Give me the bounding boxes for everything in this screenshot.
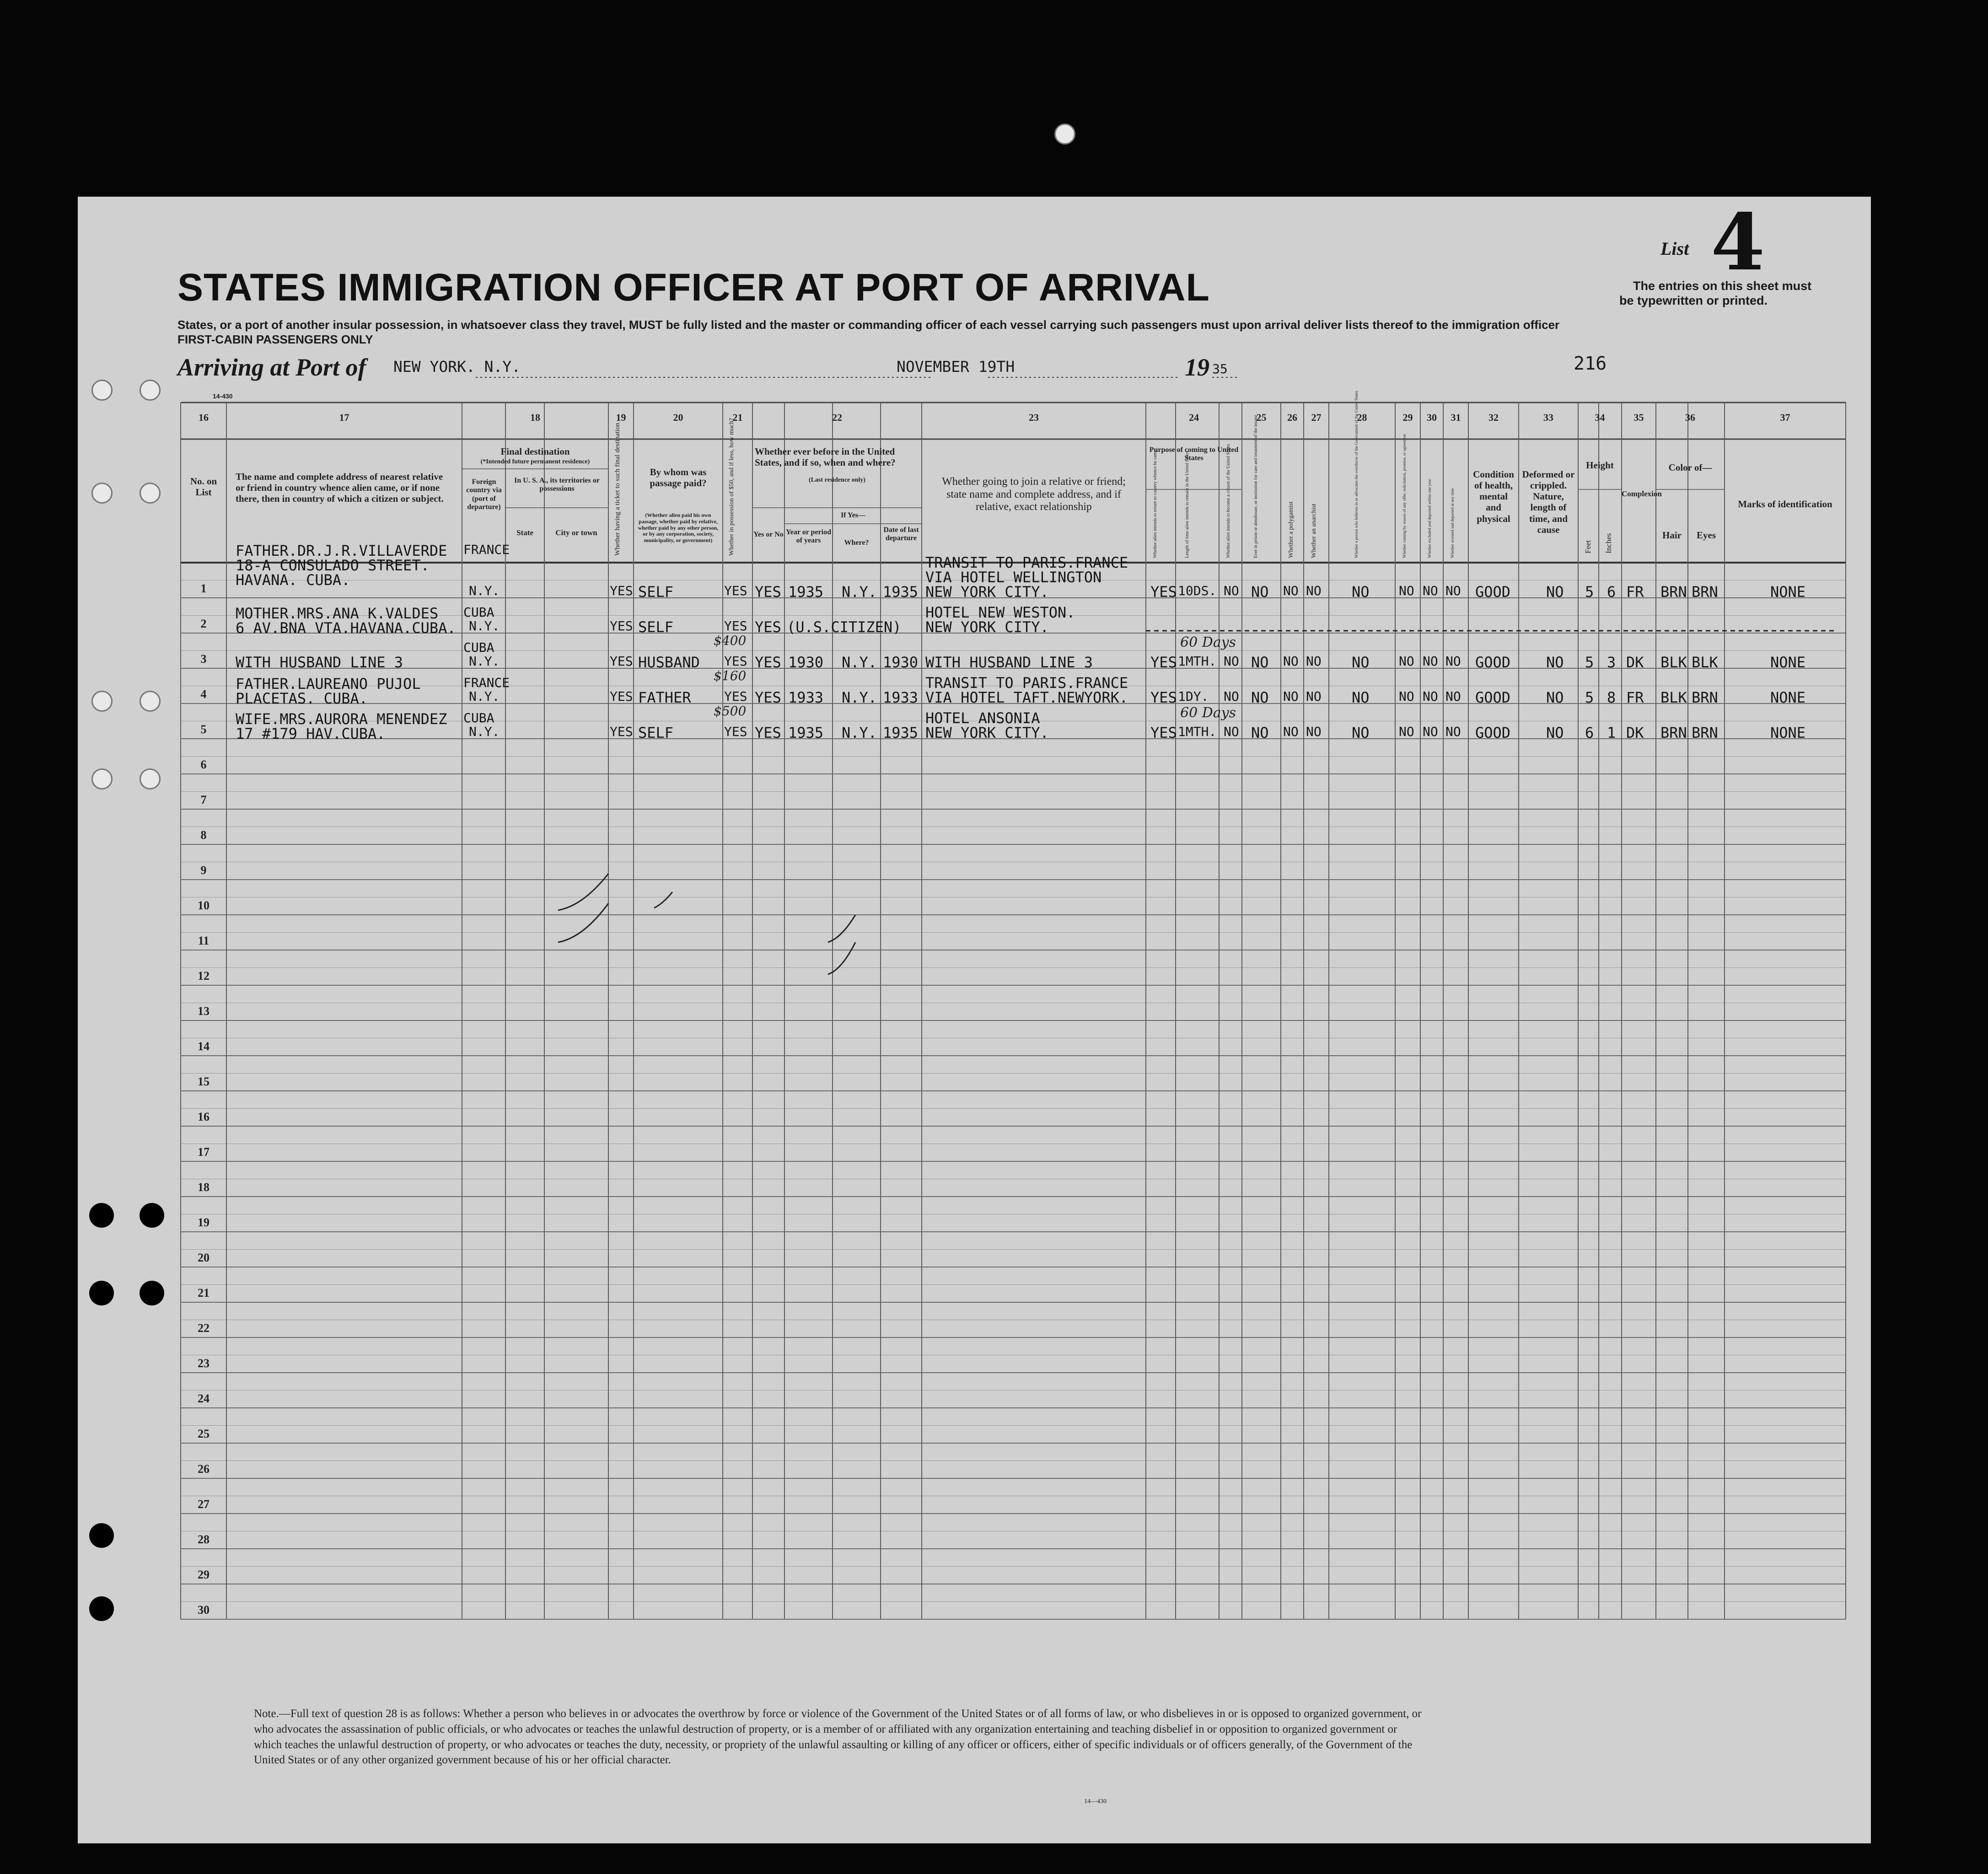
money-cell: YES — [724, 724, 747, 739]
feet-cell: 5 — [1585, 654, 1594, 671]
header-q28: Whether a person who believes in or advocates the overthrow of the Government of the United States — [1354, 391, 1359, 558]
punch-hole — [89, 1281, 114, 1305]
before-cell: YES — [755, 689, 781, 706]
row-number: 3 — [200, 652, 207, 666]
header-color: Color of— — [1668, 462, 1712, 473]
prison-cell: NO — [1251, 654, 1269, 671]
row-number: 11 — [198, 934, 210, 947]
row-number: 25 — [198, 1427, 210, 1440]
inches-cell: 1 — [1607, 724, 1616, 741]
joining-line: VIA HOTEL WELLINGTON — [925, 569, 1102, 586]
row-number: 6 — [200, 758, 207, 771]
offer-cell: NO — [1399, 724, 1414, 739]
money-cell: YES — [724, 689, 747, 704]
port-value: NEW YORK. N.Y. — [393, 358, 521, 376]
deported-cell: NO — [1445, 689, 1461, 704]
money-handwritten-note: $160 — [714, 668, 747, 683]
header-before-in-us: Whether ever before in the United States, and if so, when and where? — [755, 446, 896, 468]
length-cell: 1MTH. — [1178, 654, 1217, 669]
header-state: State — [516, 528, 533, 537]
handwritten-check-mark — [654, 892, 672, 908]
row-number: 23 — [198, 1357, 210, 1370]
form-grid — [78, 197, 1871, 1843]
row-number: 16 — [198, 1110, 210, 1123]
feet-cell: 6 — [1585, 724, 1594, 741]
header-yes-no: Yes or No — [753, 531, 784, 538]
foreign-country-cell: FRANCE — [463, 675, 510, 690]
row-number: 10 — [198, 899, 210, 912]
deported-cell: NO — [1445, 724, 1461, 739]
feet-cell: 5 — [1585, 583, 1594, 601]
feet-cell: 5 — [1585, 689, 1594, 706]
year-cell: 1935 — [788, 724, 824, 741]
year-cell: 1930 — [788, 654, 824, 671]
excluded-cell: NO — [1423, 654, 1438, 669]
departure-cell: 1930 — [883, 654, 919, 671]
row-number: 27 — [198, 1498, 210, 1511]
state-cell: N.Y. — [469, 689, 500, 704]
header-offer: Whether coming by reason of any offer, solicitation, promise, or agreement — [1402, 434, 1407, 558]
anarchist-cell: NO — [1306, 689, 1322, 704]
year-cell: 1933 — [788, 689, 824, 706]
q28-cell: NO — [1352, 724, 1370, 741]
polygamist-cell: NO — [1283, 654, 1299, 669]
punch-hole — [91, 691, 113, 712]
column-number: 33 — [1543, 412, 1553, 423]
column-number: 23 — [1029, 412, 1039, 423]
polygamist-cell: NO — [1283, 689, 1299, 704]
column-number: 22 — [832, 412, 842, 423]
punch-hole — [91, 380, 113, 401]
excluded-cell: NO — [1423, 689, 1438, 704]
deformed-cell: NO — [1546, 724, 1564, 741]
column-number: 31 — [1451, 412, 1461, 423]
relative-address-line: MOTHER.MRS.ANA K.VALDES — [236, 605, 439, 622]
departure-cell: 1933 — [883, 689, 919, 706]
polygamist-cell: NO — [1283, 583, 1299, 598]
header-passage-paid: By whom was passage paid? — [650, 467, 707, 489]
header-city: City or town — [555, 528, 597, 537]
return-cell: YES — [1150, 724, 1177, 741]
polygamist-cell: NO — [1283, 724, 1299, 739]
header-excluded: Whether excluded and deported within one year — [1427, 479, 1432, 558]
header-eyes: Eyes — [1697, 530, 1716, 541]
state-cell: N.Y. — [469, 618, 500, 634]
header-deported: Whether arrested and deported at any time — [1450, 488, 1455, 558]
column-number: 35 — [1633, 412, 1644, 423]
return-cell: YES — [1150, 583, 1177, 601]
row-number: 20 — [198, 1251, 210, 1264]
q28-cell: NO — [1352, 654, 1370, 671]
row-number: 7 — [200, 793, 207, 806]
date-value: NOVEMBER 19TH — [897, 358, 1015, 376]
prison-cell: NO — [1251, 724, 1269, 741]
joining-line: TRANSIT TO PARIS.FRANCE — [925, 554, 1128, 571]
inches-cell: 6 — [1607, 583, 1616, 601]
row-number: 29 — [198, 1568, 210, 1581]
header-if-yes: If Yes— — [840, 511, 866, 519]
header-prison: Ever in prison or almshouse, or institution for care and treatment of the insane — [1253, 415, 1258, 558]
length-handwritten-note: 60 Days — [1180, 705, 1236, 721]
paid-by-cell: SELF — [638, 724, 674, 741]
relative-address-line: FATHER.DR.J.R.VILLAVERDE — [236, 542, 447, 559]
header-deformed: Deformed or crippled. Nature, length of time, and cause — [1522, 469, 1575, 535]
inches-cell: 8 — [1607, 689, 1616, 706]
ticket-cell: YES — [610, 689, 633, 704]
manifest-sheet — [78, 197, 1871, 1843]
header-polygamist: Whether a polygamist — [1288, 501, 1295, 558]
excluded-cell: NO — [1423, 724, 1438, 739]
relative-address-line: PLACETAS. CUBA. — [236, 690, 368, 707]
row-number: 13 — [198, 1004, 210, 1018]
relative-address-line: WITH HUSBAND LINE 3 — [236, 654, 403, 671]
paid-by-cell: SELF — [638, 618, 674, 636]
header-joining: Whether going to join a relative or friend; state name and complete address, and if relative, exact relationship — [942, 476, 1126, 513]
deformed-cell: NO — [1546, 654, 1564, 671]
row-number: 5 — [200, 723, 207, 736]
year-prefix: 19 — [1185, 354, 1209, 381]
header-list-number: No. on List — [190, 476, 217, 498]
row-number: 18 — [198, 1181, 210, 1194]
money-handwritten-note: $400 — [714, 633, 747, 648]
return-cell: YES — [1150, 689, 1177, 706]
relative-address-line: WIFE.MRS.AURORA MENENDEZ — [236, 710, 447, 728]
eyes-cell: BRN — [1692, 689, 1718, 706]
before-cell: YES — [755, 618, 781, 636]
row-number: 19 — [198, 1216, 210, 1229]
column-number: 27 — [1311, 412, 1322, 423]
health-cell: GOOD — [1475, 583, 1511, 601]
handwritten-check-mark — [558, 903, 608, 942]
header-last-departure: Date of last departure — [883, 526, 919, 542]
header-usa: In U. S. A., its territories or possessions — [514, 477, 600, 493]
punch-hole — [140, 380, 161, 401]
departure-cell: 1935 — [883, 583, 919, 601]
header-before-sub: (Last residence only) — [808, 477, 866, 483]
header-foreign-country: Foreign country via (port of departure) — [466, 478, 502, 511]
ticket-cell: YES — [610, 583, 633, 598]
column-number: 25 — [1256, 412, 1267, 423]
relative-address-line: 18-A CONSULADO STREET. — [236, 557, 430, 574]
punch-hole — [140, 691, 161, 712]
list-note-1: The entries on this sheet must — [1633, 279, 1812, 293]
arriving-label: Arriving at Port of — [177, 354, 366, 381]
anarchist-cell: NO — [1306, 583, 1322, 598]
relative-address-line: 17 #179 HAV.CUBA. — [236, 725, 386, 742]
prison-cell: NO — [1251, 689, 1269, 706]
column-number: 28 — [1357, 412, 1367, 423]
marks-cell: NONE — [1770, 724, 1806, 741]
punch-hole — [140, 768, 161, 789]
punch-hole — [89, 1203, 114, 1228]
list-number: 4 — [1711, 197, 1765, 288]
header-complexion: Complexion — [1622, 489, 1662, 498]
citizen-cell: NO — [1224, 654, 1239, 669]
column-number: 16 — [199, 412, 209, 423]
before-cell: YES — [755, 724, 781, 741]
joining-line: NEW YORK CITY. — [925, 583, 1049, 601]
header-marks: Marks of identification — [1738, 499, 1832, 510]
hair-cell: BRN — [1660, 583, 1687, 601]
length-cell: 1DY. — [1178, 689, 1209, 704]
prison-cell: NO — [1251, 583, 1269, 601]
row-number: 15 — [198, 1075, 210, 1088]
departure-cell: 1935 — [883, 724, 919, 741]
header-ticket: Whether having a ticket to such final destination — [614, 422, 621, 556]
column-number: 34 — [1595, 412, 1605, 423]
joining-line: VIA HOTEL TAFT.NEWYORK. — [925, 689, 1128, 706]
form-title: STATES IMMIGRATION OFFICER AT PORT OF ARRIVAL — [177, 266, 1210, 309]
relative-address-line: FATHER.LAUREANO PUJOL — [236, 675, 421, 693]
row-number: 26 — [198, 1462, 210, 1476]
header-height: Height — [1586, 460, 1614, 471]
row-number: 21 — [198, 1286, 210, 1299]
header-anarchist: Whether an anarchist — [1311, 504, 1317, 558]
status-note-cell: (U.S.CITIZEN) — [787, 618, 902, 636]
deported-cell: NO — [1445, 583, 1461, 598]
where-cell: N.Y. — [842, 724, 877, 741]
offer-cell: NO — [1399, 689, 1414, 704]
health-cell: GOOD — [1475, 654, 1511, 671]
state-cell: N.Y. — [469, 724, 500, 739]
column-number: 24 — [1189, 412, 1199, 423]
length-handwritten-note: 60 Days — [1180, 634, 1236, 650]
before-cell: YES — [755, 583, 781, 601]
row-number: 9 — [200, 864, 207, 877]
foreign-country-cell: CUBA — [463, 640, 494, 655]
foreign-country-cell: FRANCE — [463, 542, 510, 557]
excluded-cell: NO — [1423, 583, 1438, 598]
form-code: 14-430 — [213, 392, 233, 400]
state-cell: N.Y. — [469, 583, 500, 598]
foreign-country-cell: CUBA — [463, 710, 494, 725]
money-cell: YES — [724, 618, 747, 634]
header-final-destination: Final destination — [500, 446, 570, 457]
footnote-code: 14—430 — [1084, 1798, 1107, 1805]
before-cell: YES — [755, 654, 781, 671]
length-cell: 1MTH. — [1178, 724, 1217, 739]
list-note-2: be typewritten or printed. — [1619, 294, 1768, 307]
length-cell: 10DS. — [1178, 583, 1217, 598]
header-health: Condition of health, mental and physical — [1473, 469, 1514, 524]
footnote: Note.—Full text of question 28 is as follows: Whether a person who believes in or advocates the overthrow by force or violence of the Government of the United States or of all forms of law, or who disbelieves in or is opposed to organized government, or who advocates the assassination of public officials, or who advocates or teaches the unlawful destruction of property, or is a member of or affiliated with any organization entertaining and teaching disbelief in or opposition to organized government or which teaches the unlawful destruction of property, or who advocates or teaches the duty, necessity, or propriety of the unlawful assaulting or killing of any officer or officers, either of specific individuals or of officers generally, of the Government of the United States or of any other organized government because of his or her official character. — [254, 1708, 1422, 1767]
deformed-cell: NO — [1546, 689, 1564, 706]
header-inches: Inches — [1604, 533, 1613, 553]
inches-cell: 3 — [1607, 654, 1616, 671]
header-feet: Feet — [1584, 540, 1592, 553]
hair-cell: BLK — [1660, 654, 1687, 671]
header-final-destination-sub: (*Intended future permanent residence) — [480, 458, 590, 465]
where-cell: N.Y. — [842, 654, 877, 671]
foreign-country-cell: CUBA — [463, 605, 494, 620]
paid-by-cell: FATHER — [638, 689, 691, 706]
complexion-cell: FR — [1626, 689, 1644, 706]
joining-line: HOTEL NEW WESTON. — [925, 604, 1075, 621]
row-number: 22 — [198, 1321, 210, 1335]
row-number: 17 — [198, 1145, 210, 1159]
header-where: Where? — [844, 539, 869, 547]
column-number: 26 — [1287, 412, 1297, 423]
class-line: FIRST-CABIN PASSENGERS ONLY — [177, 333, 373, 346]
header-purpose-citizen: Whether alien intends to become a citizen of the United States — [1226, 444, 1231, 558]
ticket-cell: YES — [610, 724, 633, 739]
citizen-cell: NO — [1224, 689, 1239, 704]
row-number: 30 — [198, 1603, 210, 1616]
ticket-cell: YES — [610, 654, 633, 669]
punch-hole — [91, 483, 113, 504]
q28-cell: NO — [1352, 689, 1370, 706]
column-number: 37 — [1780, 412, 1790, 423]
health-cell: GOOD — [1475, 689, 1511, 706]
citizen-cell: NO — [1224, 724, 1239, 739]
joining-line: WITH HUSBAND LINE 3 — [925, 654, 1093, 671]
state-cell: N.Y. — [469, 654, 500, 669]
anarchist-cell: NO — [1306, 724, 1322, 739]
header-purpose-return: Whether alien intends to return to country whence he came — [1153, 450, 1158, 558]
punch-hole — [91, 768, 113, 789]
hair-cell: BLK — [1660, 689, 1687, 706]
return-cell: YES — [1150, 654, 1177, 671]
page-number: 216 — [1574, 353, 1607, 374]
year-suffix: 35 — [1212, 361, 1228, 376]
column-number: 19 — [616, 412, 626, 423]
punch-hole — [1054, 124, 1075, 145]
column-number: 20 — [673, 412, 683, 423]
column-number: 18 — [530, 412, 540, 423]
row-number: 8 — [200, 828, 207, 842]
header-passage-paid-sub: (Whether alien paid his own passage, whether paid by relative, whether paid by any other person, or by any corporation, society, municipality, or government) — [638, 512, 719, 544]
eyes-cell: BRN — [1692, 583, 1718, 601]
deformed-cell: NO — [1546, 583, 1564, 601]
row-number: 28 — [198, 1533, 210, 1546]
eyes-cell: BLK — [1692, 654, 1718, 671]
where-cell: N.Y. — [842, 583, 877, 601]
punch-hole — [89, 1523, 114, 1548]
header-hair: Hair — [1662, 530, 1682, 541]
row-number: 24 — [198, 1392, 210, 1405]
money-cell: YES — [724, 654, 747, 669]
column-number: 17 — [339, 412, 349, 423]
offer-cell: NO — [1399, 654, 1414, 669]
row-number: 12 — [198, 969, 210, 983]
offer-cell: NO — [1399, 583, 1414, 598]
hair-cell: BRN — [1660, 724, 1687, 741]
joining-line: NEW YORK CITY. — [925, 618, 1049, 636]
joining-line: TRANSIT TO PARIS.FRANCE — [925, 674, 1128, 692]
column-number: 29 — [1402, 412, 1413, 423]
complexion-cell: DK — [1626, 724, 1644, 741]
column-number: 36 — [1685, 412, 1695, 423]
complexion-cell: FR — [1626, 583, 1644, 601]
relative-address-line: HAVANA. CUBA. — [236, 571, 350, 589]
row-number: 4 — [200, 687, 207, 701]
row-number: 14 — [198, 1040, 210, 1053]
relative-address-line: 6 AV.BNA VTA.HAVANA.CUBA. — [236, 619, 456, 637]
year-cell: 1935 — [788, 583, 824, 601]
citizen-cell: NO — [1224, 583, 1239, 598]
column-number: 21 — [732, 412, 743, 423]
marks-cell: NONE — [1770, 654, 1806, 671]
list-label: List — [1660, 238, 1689, 259]
row-number: 2 — [200, 617, 207, 630]
header-money: Whether in possession of $50, and if less, how much? — [728, 418, 735, 556]
marks-cell: NONE — [1770, 689, 1806, 706]
row-number: 1 — [200, 582, 207, 595]
punch-hole — [140, 1281, 164, 1305]
marks-cell: NONE — [1770, 583, 1806, 601]
paid-by-cell: SELF — [638, 583, 674, 601]
punch-hole — [140, 1203, 164, 1228]
punch-hole — [89, 1596, 114, 1621]
header-year: Year or period of years — [786, 528, 831, 545]
where-cell: N.Y. — [842, 689, 877, 706]
header-purpose: Purpose of coming to United States — [1149, 446, 1239, 462]
punch-hole — [140, 483, 161, 504]
complexion-cell: DK — [1626, 654, 1644, 671]
header-purpose-length: Length of time alien intends to remain in the United States — [1185, 451, 1190, 558]
column-number: 32 — [1488, 412, 1499, 423]
joining-line: HOTEL ANSONIA — [925, 709, 1040, 727]
money-cell: YES — [724, 583, 747, 598]
money-handwritten-note: $500 — [714, 703, 747, 719]
paid-by-cell: HUSBAND — [638, 654, 700, 671]
anarchist-cell: NO — [1306, 654, 1322, 669]
header-relative-address: The name and complete address of nearest relative or friend in country whence alien came, or if none there, then in country of which a citizen or subject. — [236, 471, 444, 505]
q28-cell: NO — [1352, 583, 1370, 601]
eyes-cell: BRN — [1692, 724, 1718, 741]
joining-line: NEW YORK CITY. — [925, 724, 1049, 741]
ticket-cell: YES — [610, 618, 633, 634]
health-cell: GOOD — [1475, 724, 1511, 741]
deported-cell: NO — [1445, 654, 1461, 669]
column-number: 30 — [1427, 412, 1437, 423]
form-subtitle: States, or a port of another insular possession, in whatsoever class they travel, MUST be fully listed and the master or commanding officer of each vessel carrying such passengers must upon arrival deliver lists thereof to the immigration officer — [177, 318, 1560, 332]
